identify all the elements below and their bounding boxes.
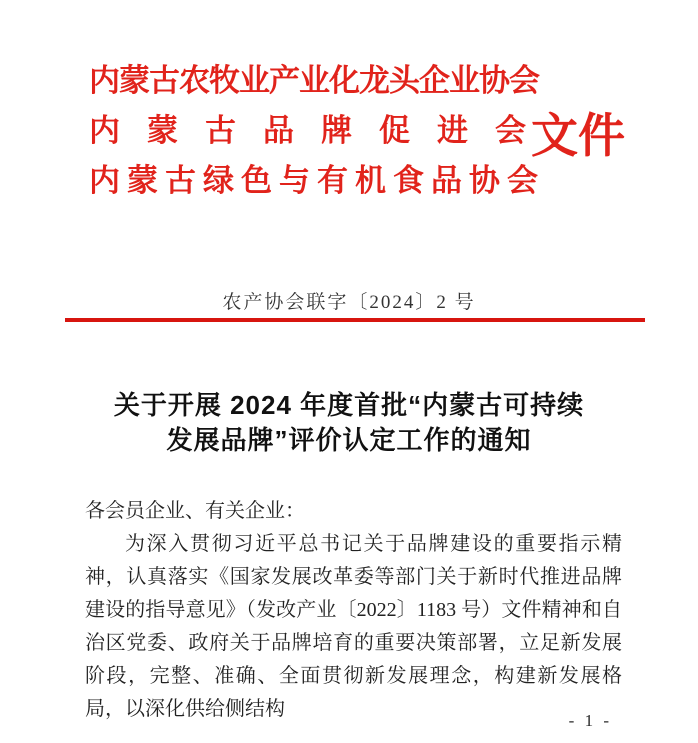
org-name-line-2: 内蒙古品牌促进会	[89, 113, 553, 148]
document-title	[0, 388, 698, 458]
letterhead-document-word: 文件	[531, 111, 625, 163]
org-name-line-3: 内蒙古绿色与有机食品协会	[89, 163, 545, 198]
org-name-line-1: 内蒙古农牧业产业化龙头企业协会	[89, 63, 539, 98]
org-names-column	[89, 56, 553, 206]
salutation: 各会员企业、有关企业：	[85, 500, 305, 522]
body-paragraph: 为深入贯彻习近平总书记关于品牌建设的重要指示精神，认真落实《国家发展改革委等部门关于新时代推进品牌建设的指导意见》（发改产业〔2022〕1183 号）文件精神和自治区党委、政府关于品牌培育的重要决策部署，立足新发展阶段，完整、准确、全面贯彻新发展理念，构建新发展格局，以深化供给侧结构	[85, 533, 622, 720]
title-line-1: 关于开展 2024 年度首批“内蒙古可持续	[113, 390, 585, 420]
letterhead	[0, 0, 698, 206]
red-divider-line	[65, 318, 645, 322]
title-line-2: 发展品牌”评价认定工作的通知	[166, 425, 532, 455]
document-number: 农产协会联字〔2024〕2 号	[222, 292, 476, 313]
page-number: - 1 -	[568, 711, 612, 730]
